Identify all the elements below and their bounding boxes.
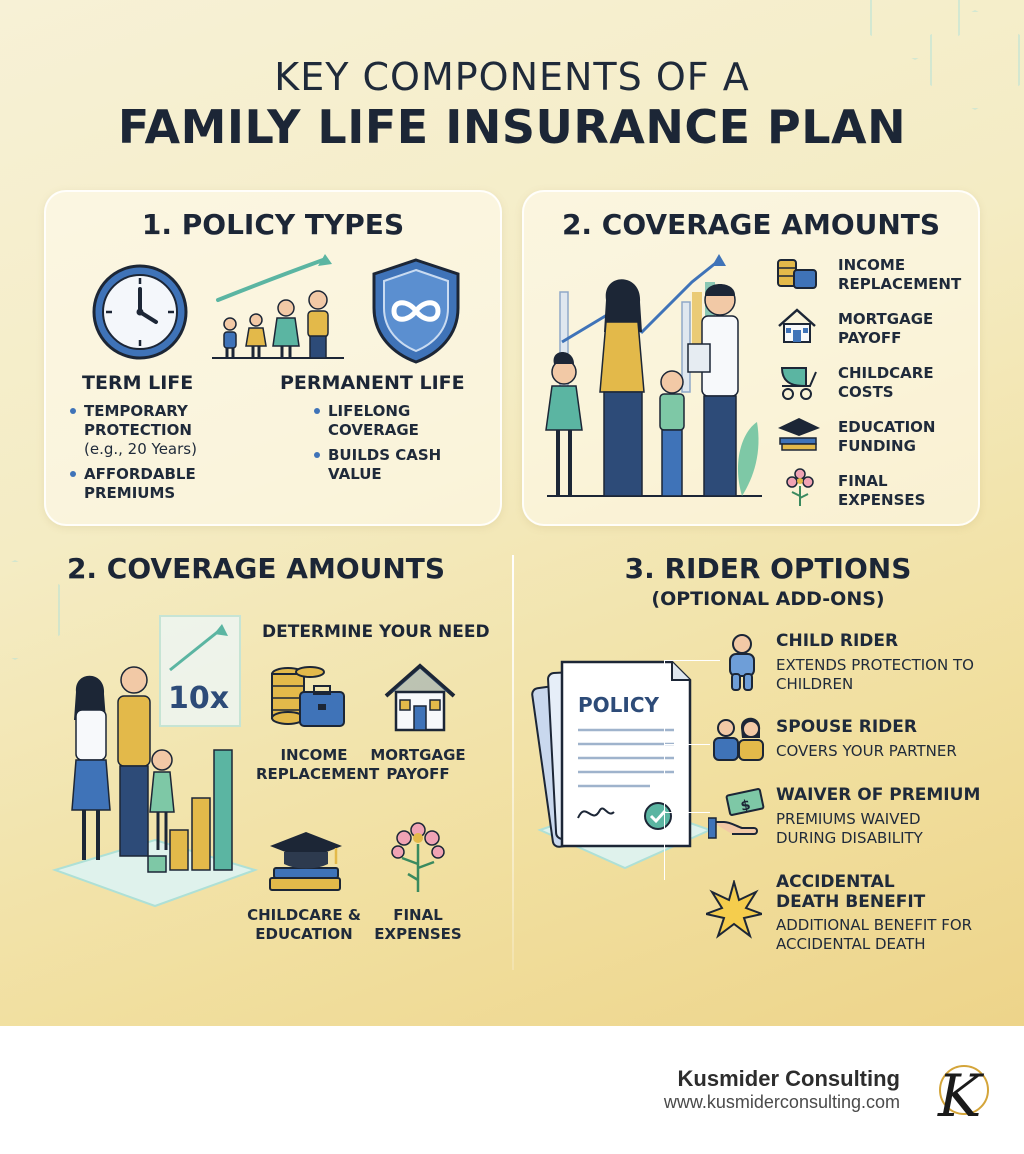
logo-letter: K xyxy=(938,1062,982,1130)
term-life-label: TERM LIFE xyxy=(82,372,194,394)
rider-connector-line xyxy=(664,660,665,880)
graduation-cap-icon xyxy=(776,414,822,454)
policy-types-card xyxy=(44,190,502,526)
rider-waiver-desc: PREMIUMS WAIVED DURING DISABILITY xyxy=(776,810,923,847)
flower-icon xyxy=(780,466,820,508)
family-chart-illustration xyxy=(542,252,768,502)
coins-icon xyxy=(774,252,818,292)
graduation-cap-books-icon xyxy=(266,828,346,894)
family-bars-illustration xyxy=(50,610,260,910)
company-logo-icon xyxy=(926,1054,996,1134)
term-life-bullet-text: TEMPORARY PROTECTION xyxy=(84,402,192,439)
permanent-life-label: PERMANENT LIFE xyxy=(280,372,465,394)
house-icon xyxy=(776,306,818,346)
coverage-need-title: 2. COVERAGE AMOUNTS xyxy=(66,552,446,585)
rider-options-title: 3. RIDER OPTIONS xyxy=(624,552,912,585)
term-life-bullet: AFFORDABLE PREMIUMS xyxy=(68,465,238,503)
footer xyxy=(0,1026,1024,1154)
need-item-income-replacement: INCOME REPLACEMENT xyxy=(256,746,380,783)
policy-document-illustration xyxy=(530,650,720,880)
need-item-final-expenses: FINAL EXPENSES xyxy=(374,906,462,943)
coverage-item-income-replacement: INCOME REPLACEMENT xyxy=(838,256,962,293)
need-item-mortgage-payoff: MORTGAGE PAYOFF xyxy=(370,746,466,783)
term-life-bullet xyxy=(68,402,238,459)
permanent-life-bullet: LIFELONG COVERAGE xyxy=(312,402,462,440)
house-icon xyxy=(382,660,458,734)
rider-connector-line xyxy=(664,660,720,661)
coverage-amounts-title: 2. COVERAGE AMOUNTS xyxy=(561,208,941,241)
flower-icon xyxy=(386,820,450,896)
term-life-bullets xyxy=(68,402,238,509)
coverage-item-final-expenses: FINAL EXPENSES xyxy=(838,472,926,509)
rider-spouse-desc: COVERS YOUR PARTNER xyxy=(776,742,957,760)
burst-star-icon xyxy=(706,880,762,940)
rider-accidental-desc: ADDITIONAL BENEFIT FOR ACCIDENTAL DEATH xyxy=(776,916,973,953)
rider-accidental-label: ACCIDENTAL DEATH BENEFIT xyxy=(776,872,926,912)
family-growth-icon xyxy=(208,250,348,362)
policy-document-label: POLICY xyxy=(578,693,660,717)
policy-types-title: 1. POLICY TYPES xyxy=(141,208,405,241)
rider-options-subtitle: (OPTIONAL ADD-ONS) xyxy=(651,588,885,610)
company-name: Kusmider Consulting xyxy=(677,1066,900,1091)
rider-child-label: CHILD RIDER xyxy=(776,631,899,651)
rider-connector-line xyxy=(664,812,710,813)
svg-text:$: $ xyxy=(739,797,753,815)
title-line-1: KEY COMPONENTS OF A xyxy=(274,55,750,99)
shield-infinity-icon xyxy=(368,256,464,366)
section-divider xyxy=(512,555,514,970)
coverage-item-education-funding: EDUCATION FUNDING xyxy=(838,418,936,455)
coverage-item-childcare-costs: CHILDCARE COSTS xyxy=(838,364,934,401)
company-url[interactable]: www.kusmiderconsulting.com xyxy=(663,1092,900,1112)
stroller-icon xyxy=(776,360,822,402)
title-line-2: FAMILY LIFE INSURANCE PLAN xyxy=(117,100,907,154)
rider-waiver-label: WAIVER OF PREMIUM xyxy=(776,785,981,805)
coverage-amounts-card xyxy=(522,190,980,526)
coins-briefcase-icon xyxy=(266,662,348,732)
permanent-life-bullets xyxy=(312,402,462,490)
need-item-childcare-education: CHILDCARE & EDUCATION xyxy=(247,906,361,943)
coverage-need-subtitle: DETERMINE YOUR NEED xyxy=(262,622,490,642)
multiplier-label: 10x xyxy=(168,681,230,716)
couple-icon xyxy=(708,716,768,762)
rider-child-desc: EXTENDS PROTECTION TO CHILDREN xyxy=(776,656,974,693)
permanent-life-bullet: BUILDS CASH VALUE xyxy=(312,446,462,484)
rider-spouse-label: SPOUSE RIDER xyxy=(776,717,917,737)
child-icon xyxy=(720,632,764,692)
term-life-bullet-note: (e.g., 20 Years) xyxy=(84,440,197,458)
clock-icon xyxy=(90,262,190,362)
money-hand-icon xyxy=(708,788,768,840)
coverage-item-mortgage-payoff: MORTGAGE PAYOFF xyxy=(838,310,934,347)
rider-connector-line xyxy=(664,744,710,745)
